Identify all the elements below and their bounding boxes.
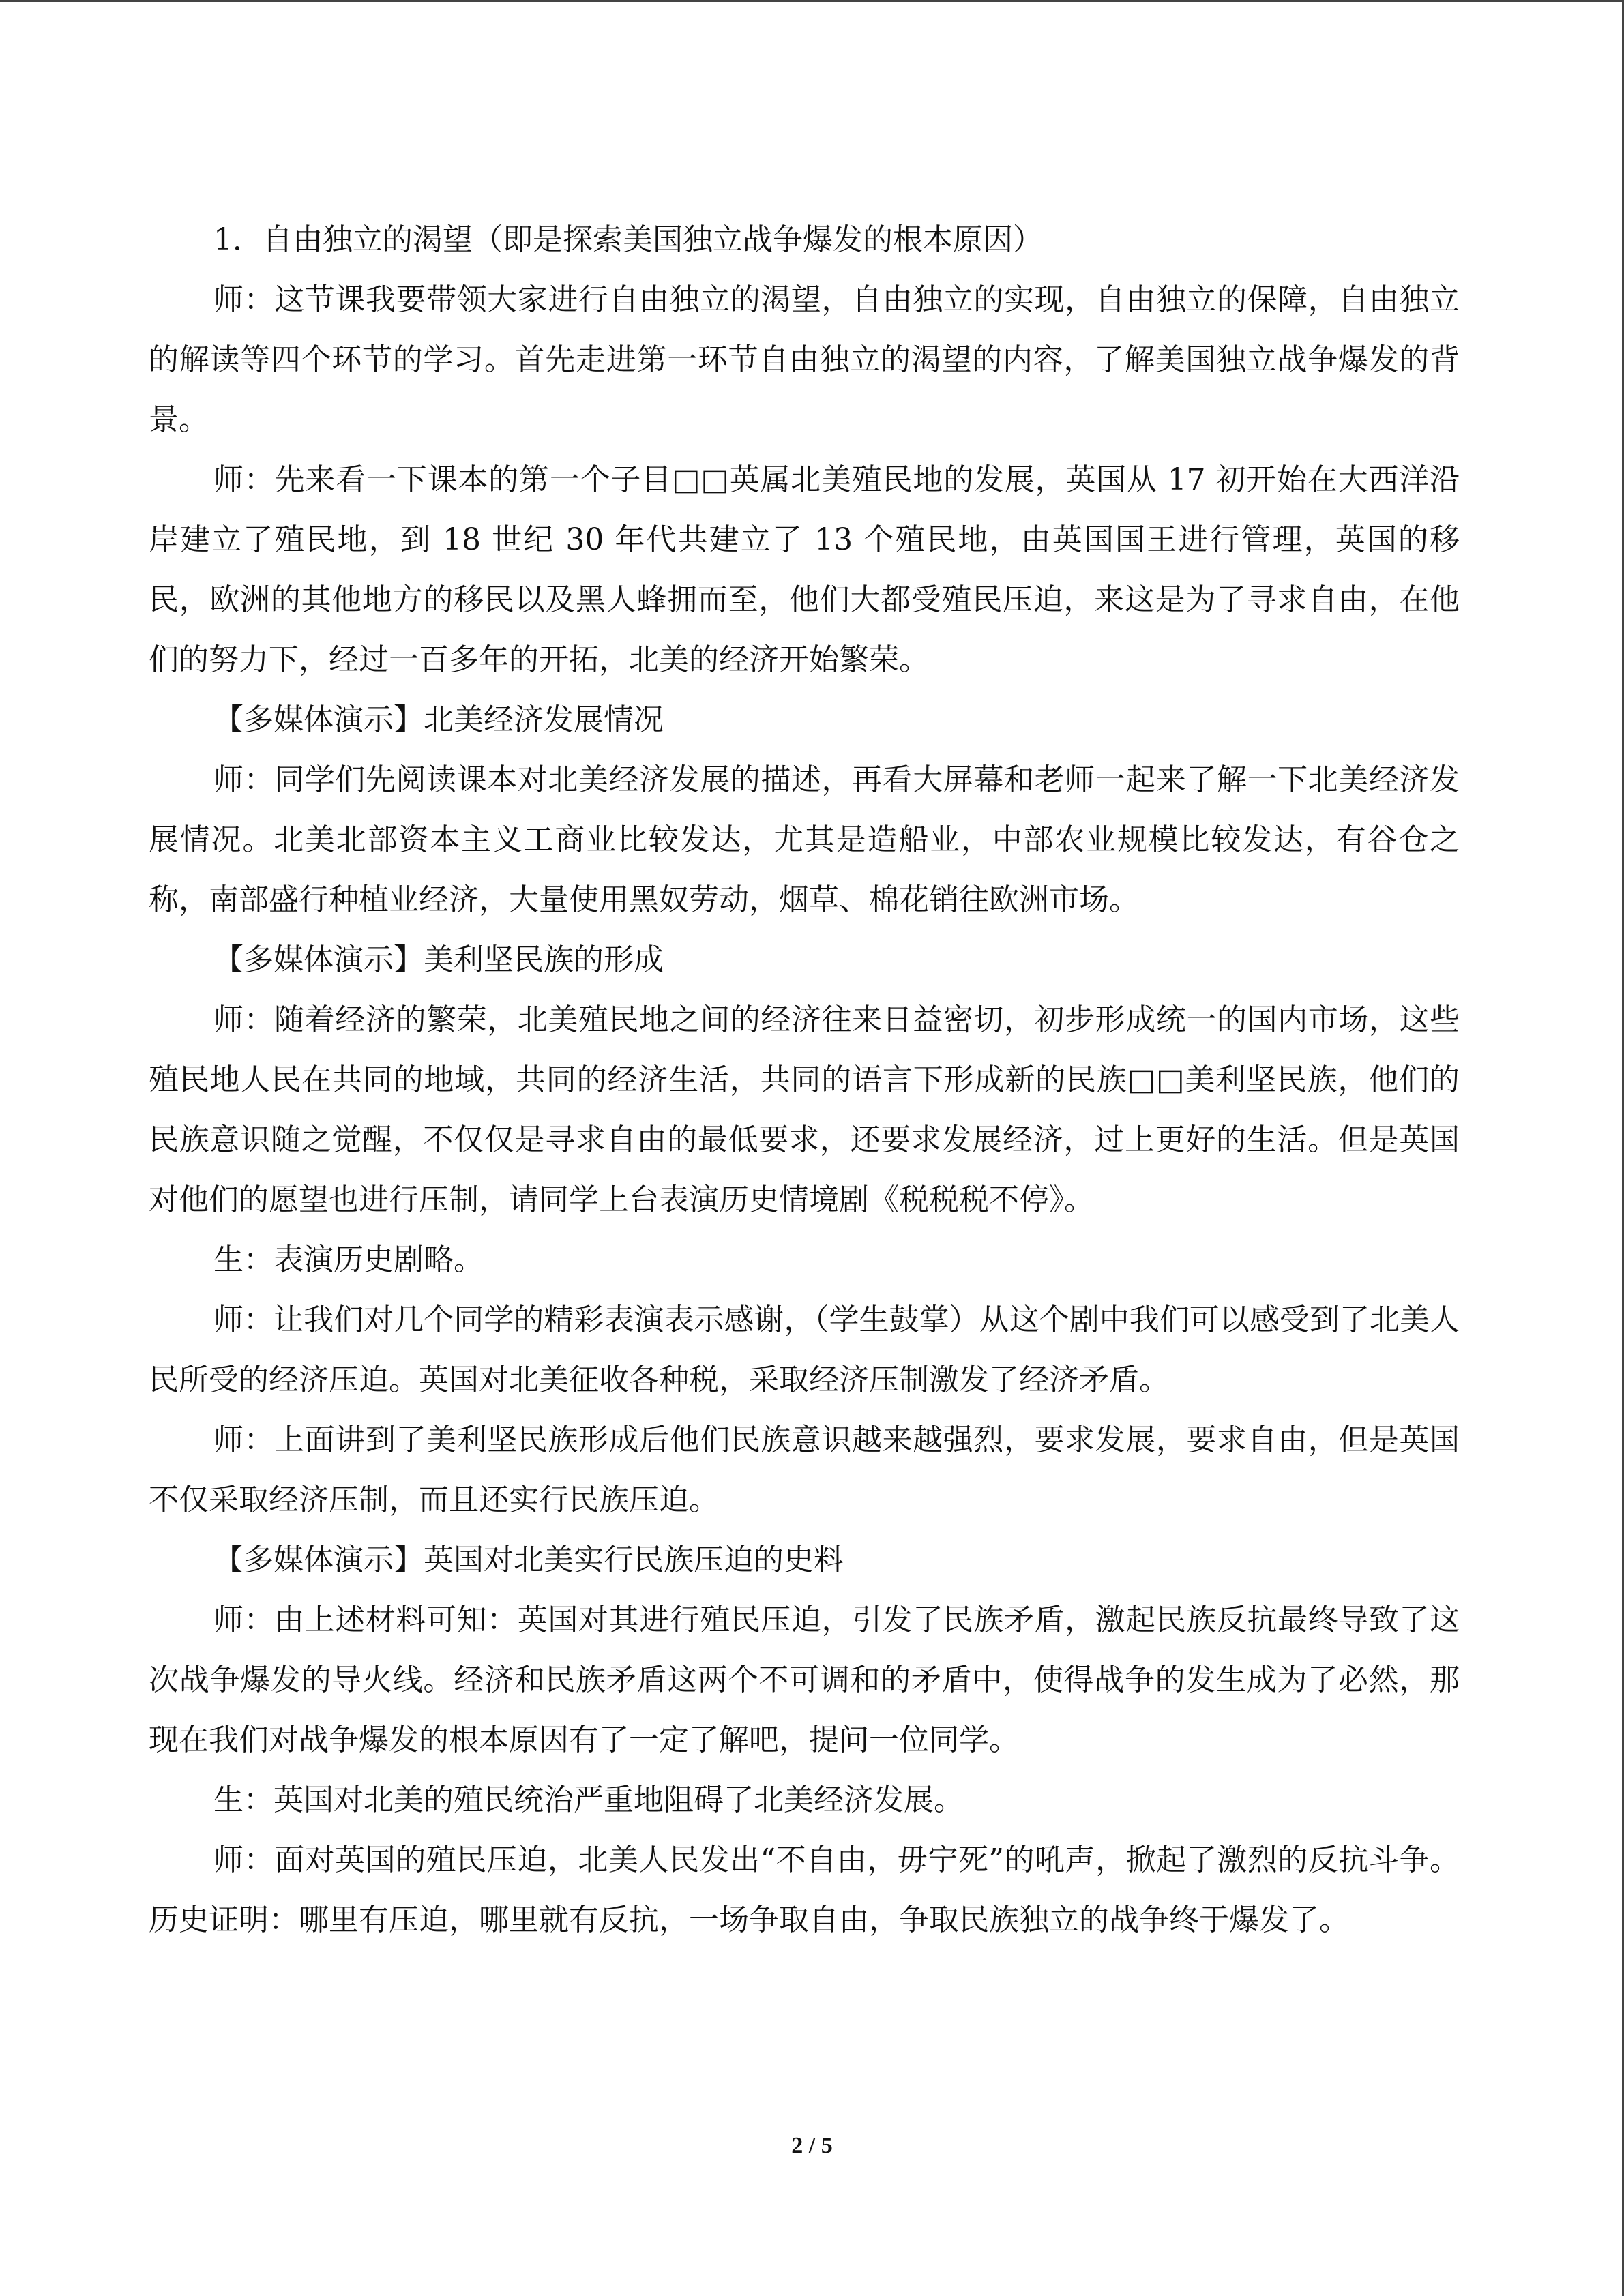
paragraph: 师：面对英国的殖民压迫，北美人民发出“不自由，毋宁死”的吼声，掀起了激烈的反抗斗争。历史证明：哪里有压迫，哪里就有反抗，一场争取自由，争取民族独立的战争终于爆发了。 <box>149 1843 1460 1937</box>
multimedia-note: 【多媒体演示】北美经济发展情况 <box>213 702 664 737</box>
paragraph: 师：同学们先阅读课本对北美经济发展的描述，再看大屏幕和老师一起来了解一下北美经济发展情况。北美北部资本主义工商业比较发达，尤其是造船业，中部农业规模比较发达，有谷仓之称，南部盛行种植业经济，大量使用黑奴劳动，烟草、棉花销往欧洲市场。 <box>149 762 1460 917</box>
paragraph: 师：随着经济的繁荣，北美殖民地之间的经济往来日益密切，初步形成统一的国内市场，这些殖民地人民在共同的地域，共同的经济生活，共同的语言下形成新的民族□□美利坚民族，他们的民族意识随之觉醒，不仅仅是寻求自由的最低要求，还要求发展经济，过上更好的生活。但是英国对他们的愿望也进行压制，请同学上台表演历史情境剧《税税税不停》。 <box>149 1002 1460 1217</box>
paragraph: 生：表演历史剧略。 <box>213 1242 484 1277</box>
page-number: 2 / 5 <box>791 2133 833 2158</box>
paragraph: 师：让我们对几个同学的精彩表演表示感谢，（学生鼓掌）从这个剧中我们可以感受到了北美人民所受的经济压迫。英国对北美征收各种税，采取经济压制激发了经济矛盾。 <box>149 1302 1460 1397</box>
paragraph: 师：由上述材料可知：英国对其进行殖民压迫，引发了民族矛盾，激起民族反抗最终导致了这次战争爆发的导火线。经济和民族矛盾这两个不可调和的矛盾中，使得战争的发生成为了必然，那现在我们对战争爆发的根本原因有了一定了解吧，提问一位同学。 <box>149 1602 1460 1757</box>
multimedia-note: 【多媒体演示】美利坚民族的形成 <box>213 942 664 977</box>
paragraph: 师：上面讲到了美利坚民族形成后他们民族意识越来越强烈，要求发展，要求自由，但是英国不仅采取经济压制，而且还实行民族压迫。 <box>149 1422 1460 1517</box>
paragraph: 生：英国对北美的殖民统治严重地阻碍了北美经济发展。 <box>213 1783 964 1817</box>
page-top-border <box>0 0 1624 2</box>
section-heading: 1．自由独立的渴望（即是探索美国独立战争爆发的根本原因） <box>213 222 1043 257</box>
document-body <box>149 210 1460 1950</box>
paragraph: 师：先来看一下课本的第一个子目□□英属北美殖民地的发展，英国从 17 初开始在大西洋沿岸建立了殖民地，到 18 世纪 30 年代共建立了 13 个殖民地，由英国国王进行管理，英国的移民，欧洲的其他地方的移民以及黑人蜂拥而至，他们大都受殖民压迫，来这是为了寻求自由，在他们的努力下，经过一百多年的开拓，北美的经济开始繁荣。 <box>149 462 1460 677</box>
multimedia-note: 【多媒体演示】英国对北美实行民族压迫的史料 <box>213 1542 844 1577</box>
paragraph: 师：这节课我要带领大家进行自由独立的渴望，自由独立的实现，自由独立的保障，自由独立的解读等四个环节的学习。首先走进第一环节自由独立的渴望的内容，了解美国独立战争爆发的背景。 <box>149 282 1460 437</box>
